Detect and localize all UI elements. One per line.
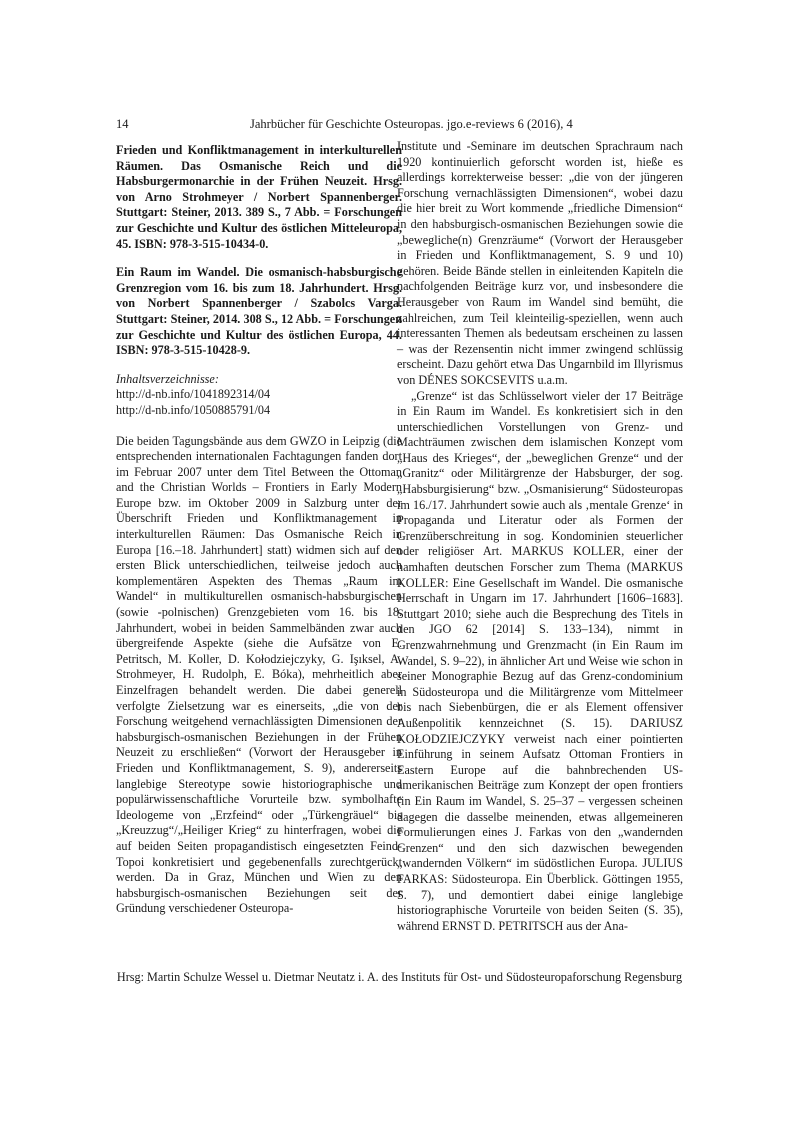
running-head: Jahrbücher für Geschichte Osteuropas. jgo.e-reviews 6 (2016), 4 (250, 117, 573, 131)
right-column (397, 139, 683, 934)
toc-link[interactable]: http://d-nb.info/1041892314/04 (116, 387, 271, 402)
review-paragraph: „Grenze“ ist das Schlüsselwort vieler der 17 Beiträge in Ein Raum im Wandel. Es konkretisiert sich in den unterschiedlichen Vorstellungen von Grenz- und Machträumen zwischen dem islamischen Konzept vom „Haus des Krieges“, der „beweglichen Grenze“ und der „Granitz“ oder Militärgrenze der Habsburger, der sog. „Habsburgisierung“ bzw. „Osmanisierung“ Südosteuropas im 16./17. Jahrhundert sowie auch als ‚mentale Grenze‘ in Propaganda und Literatur oder als Formen der Grenzüberschreitung in sog. Kondominien steuerlicher oder religiöser Art. MARKUS KOLLER, einer der namhaften deutschen Forscher zum Thema (MARKUS KOLLER: Eine Gesellschaft im Wandel. Die osmanische Herrschaft in Ungarn im 17. Jahrhundert [1606–1683]. Stuttgart 2010; siehe auch die Besprechung des Titels in den JGO 62 [2014] S. 133–134), nimmt in Grenzwahrnehmung und Grenzmacht (in Ein Raum im Wandel, S. 9–22), in ähnlicher Art und Weise wie schon in seiner Monographie Bezug auf das Grenz-condominium in Südosteuropa und die Militärgrenze vom Mittelmeer bis nach Siebenbürgen, die er als Element offensiver Außenpolitik kennzeichnet (S. 15). DARIUSZ KOŁODZIEJCZYKY verweist nach einer pointierten Einführung in seinem Aufsatz Ottoman Frontiers in Eastern Europe auf die bahnbrechenden US-amerikanischen Beiträge zum Konzept der open frontiers (in Ein Raum im Wandel, S. 25–37 – vergessen scheinen dagegen die dasselbe meinenden, etwas allgemeineren Formulierungen eines J. Farkas von den „wandernden Grenzen“ und den sich dazwischen bewegenden „wandernden Völkern“ im südöstlichen Europa. JULIUS FARKAS: Südosteuropa. Ein Überblick. Göttingen 1955, S. 7), und demontiert dabei einige langlebige historiographische Vorurteile von beiden Seiten (S. 35), während ERNST D. PETRITSCH aus der Ana- (397, 388, 683, 933)
page-number: 14 (116, 117, 129, 131)
bibliographic-entry-1: Frieden und Konfliktmanagement in interkulturellen Räumen. Das Osmanische Reich und die Habsburgermonarchie in der Frühen Neuzeit. Hrsg. von Arno Strohmeyer / Norbert Spannenberger. Stuttgart: Steiner, 2013. 389 S., 7 Abb. = Forschungen zur Geschichte und Kultur des östlichen Mitteleuropa, 45. ISBN: 978-3-515-10434-0. (116, 143, 402, 251)
review-paragraph: Institute und -Seminare im deutschen Sprachraum nach 1920 kontinuierlich geforscht worden ist, hieße es allerdings korrekterweise besser: „die von der jüngeren Forschung vernachlässigten Dimensionen“, wobei dazu die hier breit zu Wort kommende „friedliche Dimension“ in den habsburgisch-osmanischen Beziehungen sowie die „bewegliche(n) Grenzräume“ (Vorwort der Herausgeber in Frieden und Konfliktmanagement, S. 9 und 10) gehören. Beide Bände stellen in einleitenden Kapiteln die nachfolgenden Beiträge kurz vor, und insbesondere die Herausgeber von Raum im Wandel sind bemüht, die zahlreichen, zum Teil kleinteilig-speziellen, wenn auch interessanten Themen als bedeutsam erscheinen zu lassen – was der Rezensentin nicht immer zwingend schlüssig erscheint. Dazu gehört etwa Das Ungarnbild im Illyrismus von DÉNES SOKCSEVITS u.a.m. (397, 139, 683, 387)
review-paragraph: Die beiden Tagungsbände aus dem GWZO in Leipzig (die entsprechenden internationalen Fachtagungen fanden dort im Februar 2007 unter dem Titel Between the Ottoman and the Christian Worlds – Frontiers in Early Modern Europe bzw. im Oktober 2009 in Salzburg unter der Überschrift Frieden und Konfliktmanagement in interkulturellen Räumen: Das Osmanische Reich in Europa [16.–18. Jahrhundert] statt) widmen sich auf den ersten Blick unterschiedlichen, teilweise jedoch auch komplementären Aspekten des Themas „Raum im Wandel“ in multikulturellen osmanisch-habsburgischen (sowie -polnischen) Grenzgebieten vom 16. bis 18. Jahrhundert, wobei in beiden Sammelbänden zwar auch übergreifende Aspekte (siehe die Aufsätze von E. Petritsch, M. Koller, D. Kołodziejczyky, G. Işıksel, A. Strohmeyer, H. Rudolph, E. Bóka), mehrheitlich aber Einzelfragen behandelt werden. Die dabei generell verfolgte Zielsetzung war es einerseits, „die von der Forschung weitgehend vernachlässigten Dimensionen der habsburgisch-osmanischen Beziehungen in der Frühen Neuzeit zu erschließen“ (Vorwort der Herausgeber in Frieden und Konfliktmanagement, S. 9), andererseits langlebige Stereotype sowie historiographische und populärwissenschaftliche Vorurteile bzw. symbolhafte Ideologeme von „Erzfeind“ oder „Türkengräuel“ bis „Kreuzzug“/„Heiliger Krieg“ zu hinterfragen, wobei die auf beiden Seiten propagandistisch eingesetzten Feind-Topoi konkretisiert und gegebenenfalls zurechtgerückt werden. Da in Graz, München und Wien zu den habsburgisch-osmanischen Beziehungen seit der Gründung verschiedener Osteuropa- (116, 433, 402, 916)
toc-link[interactable]: http://d-nb.info/1050885791/04 (116, 402, 271, 417)
toc-label: Inhaltsverzeichnisse: (116, 371, 219, 386)
left-column (116, 143, 402, 917)
bibliographic-entry-2: Ein Raum im Wandel. Die osmanisch-habsburgische Grenzregion vom 16. bis zum 18. Jahrhundert. Hrsg. von Norbert Spannenberger / Szabolcs Varga. Stuttgart: Steiner, 2014. 308 S., 12 Abb. = Forschungen zur Geschichte und Kultur des östlichen Europa, 44. ISBN: 978-3-515-10428-9. (116, 265, 402, 358)
page-footer: Hrsg: Martin Schulze Wessel u. Dietmar Neutatz i. A. des Instituts für Ost- und Südosteuropaforschung Regensburg (116, 970, 683, 984)
